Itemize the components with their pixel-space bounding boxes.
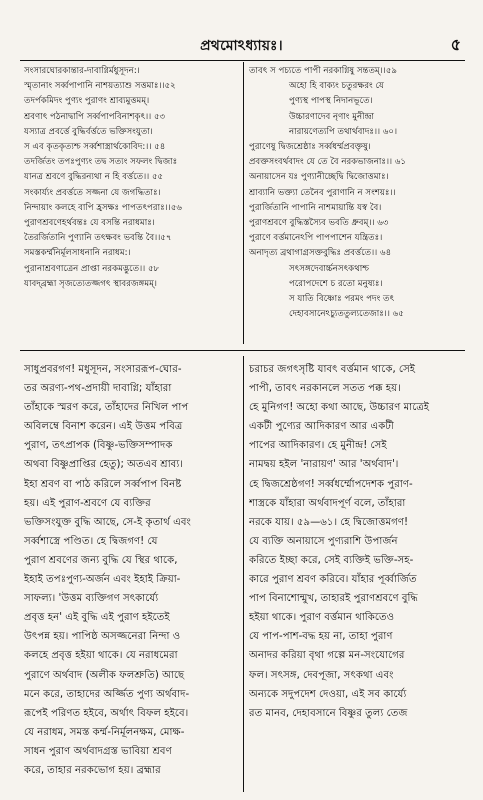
translation-line: করে, তাহার নরকভোগ হয়। ব্রহ্মার	[24, 764, 161, 776]
translation-line: তর অরণ্য-পথ-প্রদায়ী দাবাগ্নি; যাঁহারা	[24, 383, 172, 395]
verse-line: তদর্পকমিদং পুণ্যং পুরাণং শ্রাব্যমুত্তমম্।	[24, 96, 150, 107]
verse-line: সংকার্য্যং প্রবর্ত্ততে সজ্জনা যে জগদ্ধিতাঃ।	[24, 187, 161, 198]
translation-line: পুরাণ, তৎপ্রাপক (বিষ্ণু-ভক্তিসম্পাদক	[24, 440, 173, 452]
verse-line: তৈরর্জিতানি পুণ্যানি তৎক্ষবং ভবন্তি বৈ।।৫৭	[24, 233, 172, 244]
translation-line: অন্যকে সদুপদেশ দেওয়া, এই সব কার্য্যে	[249, 688, 407, 700]
verse-line: শ্রাব্যানি ভক্ত্যা তেনৈব পুরাণানি ন সংশয়ঃ।।	[249, 187, 396, 198]
translation-line: রূপেই পরিণত হইবে, অর্থাৎ বিফল হইবে।	[24, 707, 189, 719]
section-rule	[20, 350, 465, 351]
translation-line: ভক্তিসংযুক্ত বুদ্ধি আছে, সে-ই কৃতার্থ এবং	[24, 516, 191, 528]
translation-line: একটী পুণ্যের আদিকারণ আর একটী	[249, 421, 394, 433]
verse-line: নারায়ণেত্যপি তথার্থবাদঃ।। ৬০।	[289, 126, 398, 137]
translation-line: উৎপন্ন হয়। পাপিষ্ঠ অসজ্জনেরা নিন্দা ও	[24, 631, 181, 643]
translation-line: যে ব্যক্তি অনায়াসে পুণ্যরাশি উপার্জন	[249, 535, 398, 547]
page-number: ৫	[450, 35, 461, 54]
translation-line: চরাচর জগৎসৃষ্টি যাবৎ বর্ত্তমান থাকে, সেই	[249, 364, 416, 375]
verse-column-left	[24, 64, 240, 350]
translation-line: মনে করে, তাহাদের অর্জ্জিত পুণ্য অর্থবাদ-	[24, 688, 190, 700]
verse-line: শ্রবণাৎ পঠনাদ্বাপি সর্ব্বপাপবিনাশকৃৎ।। ৫৩	[24, 111, 166, 122]
chapter-title: প্রথমোঽধ্যায়ঃ।	[200, 38, 283, 54]
verse-line: পুণ্যস্থ পাপস্থ নিদানভূতে।	[289, 96, 373, 107]
translation-column-left	[24, 360, 238, 790]
verse-line: সংসারঘোরকান্তার-দাবাগ্নির্মধুসূদন:।	[24, 66, 140, 76]
column-divider-bottom	[243, 356, 244, 792]
translation-line: হয়। এই পুরাণ-শ্রবণে যে ব্যক্তির	[24, 497, 151, 509]
verse-line: পুরাণশ্রবণেহর্থবন্তঃ যে বসন্তি নরাধমাঃ।	[24, 218, 155, 229]
translation-line: সর্ব্বশাস্ত্রে পণ্ডিত। হে দ্বিজগণ! যে	[24, 535, 158, 547]
verse-line: পুরার্জিতানি পাপানি নাশমায়ান্তি যস্ব বৈ।	[249, 202, 382, 213]
verse-line: পুরাণে বর্ত্তমানেঽপি পাপপাশেন যন্ত্রিতঃ।	[249, 233, 383, 244]
verse-line: তাবৎ স পচ্যতে পাপী নরকাগ্নিষু সন্ততম্।।৫৯	[249, 66, 397, 76]
verse-line: অনায়াসেন যঃ পুণ্যানীচ্ছেদ্বি দ্বিজোত্তমাঃ।	[249, 172, 389, 183]
verse-line: যানত্র শ্রবণে বুদ্ধিরন্যথা ন হি বর্ত্ততে।। ৫৫	[24, 172, 164, 183]
verse-line: পুরাণেষু দ্বিজশ্রেষ্ঠাঃ সর্ব্বধর্ম্মপ্রবক্তৃষু।	[249, 142, 371, 153]
verse-line: যস্যাত্র প্রবর্ত্তে বুদ্ধির্বর্ত্ততে ভক্তিসংযুতা।	[24, 126, 153, 137]
translation-line: কারে পুরাণ শ্রবণ করিবে। যাঁহার পূর্ব্বার্জিত	[249, 574, 417, 586]
translation-line: সাধুপ্রবরগণ! মধুসূদন, সংসাররূপ-ঘোর-	[24, 364, 182, 375]
header-rule	[20, 60, 465, 61]
translation-line: করিতে ইচ্ছা করে, সেই ব্যক্তিই ভক্তি-সহ-	[249, 554, 414, 566]
translation-line: অবিলম্বে বিনাশ করেন। এই উত্তম পবিত্র	[24, 421, 183, 433]
translation-line: রত মানব, দেহাবসানে বিষ্ণুর তুল্য তেজ	[249, 707, 408, 719]
verse-line: দেহাবসানেঽচ্যুততুল্যতেজাঃ।। ৬৫	[289, 309, 404, 320]
translation-line: হইয়া থাকে। পুরাণ বর্ত্তমান থাকিতেও	[249, 612, 395, 624]
translation-line: পাপ বিনাশোন্মুখ, তাহারই পুরাণশ্রবণে বুদ্ধি	[249, 593, 418, 605]
translation-line: শাস্ত্রকে যাঁহারা অর্থবাদপূর্ণ বলে, তাঁহারা	[249, 497, 406, 509]
translation-line: পুরাণে অর্থবাদ (অলীক ফলশ্রুতি) আছে	[24, 669, 185, 681]
verse-line: স যাতি বিষ্ণোঃ পরমং পদং তৎ	[289, 294, 395, 305]
translation-line: যে পাপ-পাশ-বদ্ধ হয় না, তাহা পুরাণ	[249, 631, 393, 643]
translation-line: তাঁহাকে স্মরণ করে, তাঁহাদের নিখিল পাপ	[24, 402, 189, 414]
page-header	[0, 34, 483, 56]
verse-line: স্মৃতানাং সর্ব্বপাপানি নাশয়ত্যাশু সত্তমাঃ।।৫২	[24, 81, 176, 92]
verse-line: সৎসঙ্গদেবার্চ্চনসৎকথাশ্চ	[289, 263, 370, 274]
verse-line: পরোপদেশে চ রতো মনুষ্যঃ।	[289, 278, 383, 289]
verse-line: যাবদ্‌ব্রহ্মা সৃজত্যেতজ্জগৎ স্থাবরজঙ্গমম্।	[24, 278, 157, 289]
translation-line: হে দ্বিজশ্রেষ্ঠগণ! সর্ব্বধর্ম্মোপদেশক পুরাণ-	[249, 478, 413, 490]
translation-line: প্রবৃত্ত হন' এই বুদ্ধি এই পুরাণ হইতেই	[24, 612, 170, 624]
verse-line: অনাদৃত্য ব্রথাগাগ্রসক্তবুদ্ধিঃ প্রবর্ত্ততে।। ৬৪	[249, 248, 392, 259]
translation-line: সাফল্য। 'উত্তম ব্যক্তিগণ সৎকার্য্যে	[24, 593, 159, 605]
verse-line: উচ্চারণাদেব নৃণাং মুনীন্দ্রা	[289, 111, 375, 122]
translation-line: ইহাই তপঃপুণ্য-অর্জন এবং ইহাই ক্রিয়া-	[24, 574, 181, 586]
translation-line: কলহে প্রবৃত্ত হইয়া থাকে। যে নরাধমেরা	[24, 650, 178, 662]
verse-line: নিন্দায়াং কলহে বাপি হ্রসক্ষঃ পাপতৎপরাঃ।।৫৬	[24, 202, 182, 213]
translation-line: ফল। সৎসঙ্গ, দেবপূজা, সৎকথা এবং	[249, 669, 394, 681]
verse-line: তদর্জিতং তপঃপুণ্যং তদ্ব সত্যং সফলং দ্বিজাঃ	[24, 157, 178, 168]
translation-line: যে নরাধম, সমস্ত কর্ম্ম-নির্মূলনক্ষম, মোক্ষ-	[24, 726, 185, 738]
translation-line: অথবা বিষ্ণুপ্রাপ্তির হেতু); অতএব শ্রাব্য।	[24, 459, 183, 471]
translation-line: পাপের আদিকারণ। হে মুনীন্দ্র! সেই	[249, 440, 387, 452]
translation-line: নামদ্বয় হইল 'নারায়ণ' আর 'অর্থবাদ'।	[249, 459, 399, 471]
verse-line: স এব কৃতকৃত্যশ্চ সর্ব্বশাস্ত্রার্থকোবিদ:।। ৫৪	[24, 142, 166, 153]
translation-line: অনাদর করিয়া বৃথা গল্পে মন-সংযোগের	[249, 650, 405, 662]
translation-line: সাধন পুরাণ অর্থবাদগ্রস্ত ভাবিয়া শ্রবণ	[24, 745, 172, 757]
verse-line: পুরাণশ্রবণে বুদ্ধিস্তস্যৈব ভবতি ধ্রুবম্।। ৬৩	[249, 218, 389, 229]
verse-column-right	[249, 64, 471, 350]
translation-line: পুরাণ শ্রবণের জন্য বুদ্ধি যে স্থির থাকে,	[24, 554, 178, 566]
verse-line: সমস্তকর্ম্মনির্মূলসাধনানি নরাধম:।	[24, 248, 131, 259]
verse-line: প্রবক্তসংবর্থবাদং যে তে বৈ নরকভাজনাঃ।। ৬১	[249, 157, 407, 168]
verse-line: পুরানাশ্রবণাত্রেন প্রাপ্তা নরকমদ্ভুতে।। ৫৮	[24, 263, 160, 274]
translation-line: হে মুনিগণ! অহো কথা আছে, উচ্চারণ মাত্রেই	[249, 402, 430, 414]
translation-line: ইহা শ্রবণ বা পাঠ করিলে সর্ব্বপাপ বিনষ্ট	[24, 478, 182, 490]
column-divider-top	[243, 62, 244, 344]
translation-line: পাপী, তাবৎ নরকানলে সতত পক্ক হয়।	[249, 383, 401, 395]
translation-column-right	[249, 360, 471, 790]
translation-line: নরকে যায়। ৫৯—৬১। হে দ্বিজোত্তমগণ!	[249, 516, 409, 528]
verse-line: অহো হি বাক্যং চতুরক্ষরং যে	[289, 81, 384, 92]
